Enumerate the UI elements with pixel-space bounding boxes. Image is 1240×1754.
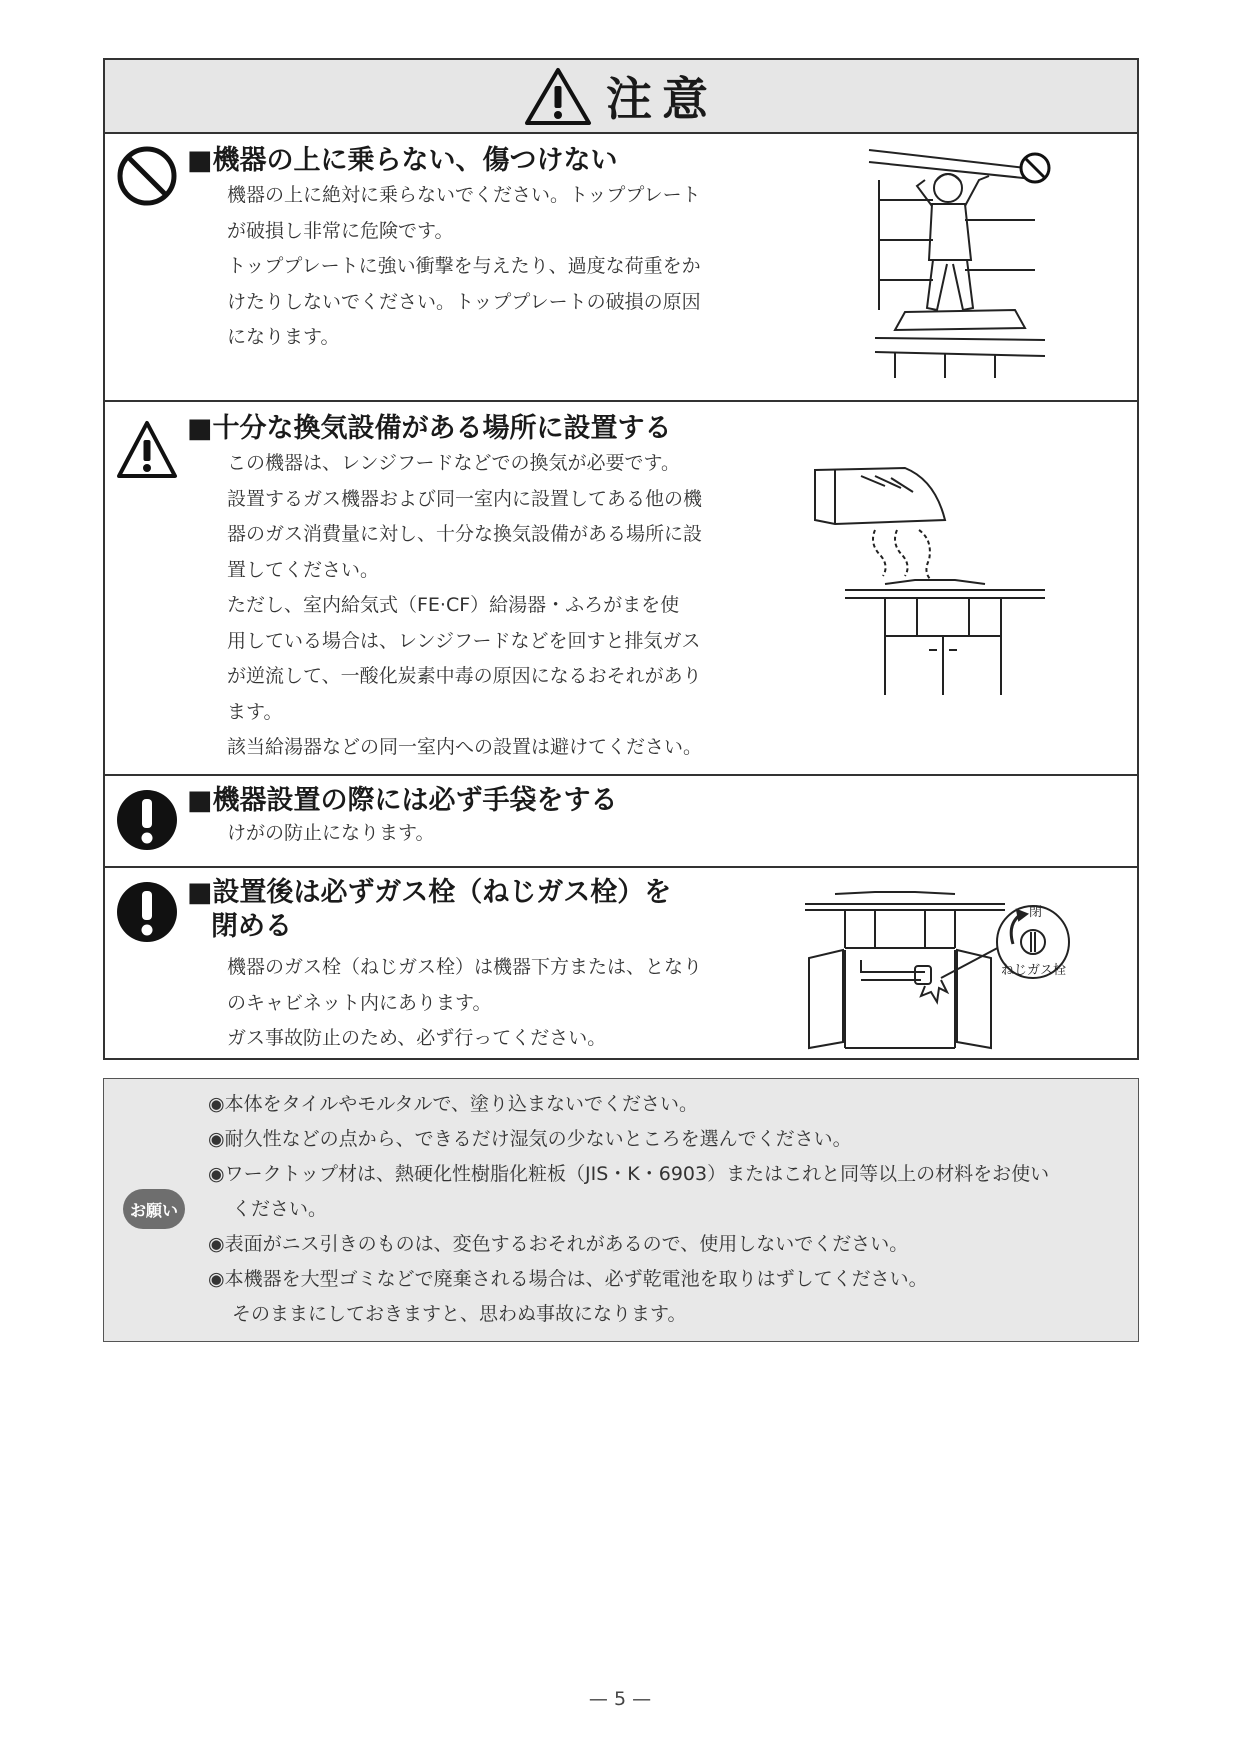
body-line: トッププレートに強い衝撃を与えたり、過度な荷重をか — [227, 255, 701, 277]
body-line: のキャビネット内にあります。 — [227, 991, 492, 1014]
mandatory-exclamation-icon — [115, 880, 179, 944]
section-body — [227, 950, 787, 1057]
body-line: が逆流して、一酸化炭素中毒の原因になるおそれがあり — [227, 665, 702, 687]
prohibition-icon-small — [1021, 154, 1049, 182]
section-body — [227, 178, 787, 356]
section-heading — [187, 876, 671, 944]
section-body — [227, 446, 787, 766]
gas-valve-cabinet-illustration — [795, 888, 1095, 1058]
body-line: ガス事故防止のため、必ず行ってください。 — [227, 1027, 607, 1049]
section-heading-line2: 閉める — [211, 911, 292, 942]
body-line: 設置するガス機器および同一室内に設置してある他の機 — [227, 487, 703, 510]
body-line: 機器のガス栓（ねじガス栓）は機器下方または、となり — [227, 956, 703, 978]
body-line: ただし、室内給気式（FE·CF）給湯器・ふろがまを使 — [227, 594, 680, 616]
list-item: ◉表面がニス引きのものは、変色するおそれがあるので、使用しないでください。 — [208, 1233, 909, 1255]
range-hood-illustration — [805, 460, 1045, 700]
body-line: けがの防止になります。 — [227, 822, 435, 844]
section-do-not-step — [105, 132, 1137, 402]
warning-triangle-icon — [115, 418, 179, 482]
body-line: ます。 — [227, 700, 283, 723]
list-item: ◉耐久性などの点から、できるだけ湿気の少ないところを選んでください。 — [208, 1128, 852, 1150]
list-item: ◉ワークトップ材は、熱硬化性樹脂化粧板（JIS・K・6903）またはこれと同等以上の材料をお使い — [208, 1163, 1050, 1185]
caution-title: 注意 — [606, 72, 718, 126]
list-item: そのままにしておきますと、思わぬ事故になります。 — [232, 1303, 687, 1325]
caution-box — [103, 58, 1139, 1060]
section-body — [227, 816, 787, 852]
section-heading-line1: ■設置後は必ずガス栓（ねじガス栓）を — [187, 877, 672, 908]
body-line: になります。 — [227, 326, 340, 348]
valve-close-label: 閉 — [1029, 905, 1043, 920]
body-line: 置してください。 — [227, 558, 380, 581]
request-badge: お願い — [123, 1189, 185, 1229]
body-line: この機器は、レンジフードなどでの換気が必要です。 — [227, 452, 680, 474]
page-number: — 5 — — [588, 1688, 652, 1710]
prohibition-icon — [115, 144, 179, 208]
person-on-countertop-illustration — [855, 140, 1055, 380]
section-heading: ■機器の上に乗らない、傷つけない — [187, 145, 618, 176]
section-ventilation — [105, 400, 1137, 776]
warning-triangle-icon — [524, 66, 592, 126]
list-item: ◉本機器を大型ゴミなどで廃棄される場合は、必ず乾電池を取りはずしてください。 — [208, 1268, 928, 1290]
caution-header — [105, 60, 1137, 134]
body-line: が破損し非常に危険です。 — [227, 219, 454, 242]
body-line: 機器の上に絶対に乗らないでください。トッププレート — [227, 184, 701, 206]
request-box — [103, 1078, 1139, 1342]
body-line: けたりしないでください。トッププレートの破損の原因 — [227, 290, 701, 313]
valve-name-label: ねじガス栓 — [1001, 963, 1067, 978]
list-item: ください。 — [232, 1198, 328, 1220]
list-item: ◉本体をタイルやモルタルで、塗り込まないでください。 — [208, 1093, 699, 1115]
mandatory-exclamation-icon — [115, 788, 179, 852]
section-close-gas-valve — [105, 866, 1137, 1060]
section-gloves — [105, 774, 1137, 868]
section-heading: ■機器設置の際には必ず手袋をする — [187, 785, 618, 816]
body-line: 用している場合は、レンジフードなどを回すと排気ガス — [227, 629, 701, 652]
section-heading: ■十分な換気設備がある場所に設置する — [187, 413, 672, 444]
body-line: 該当給湯器などの同一室内への設置は避けてください。 — [227, 736, 703, 758]
body-line: 器のガス消費量に対し、十分な換気設備がある場所に設 — [227, 523, 703, 545]
request-list — [208, 1087, 1128, 1332]
